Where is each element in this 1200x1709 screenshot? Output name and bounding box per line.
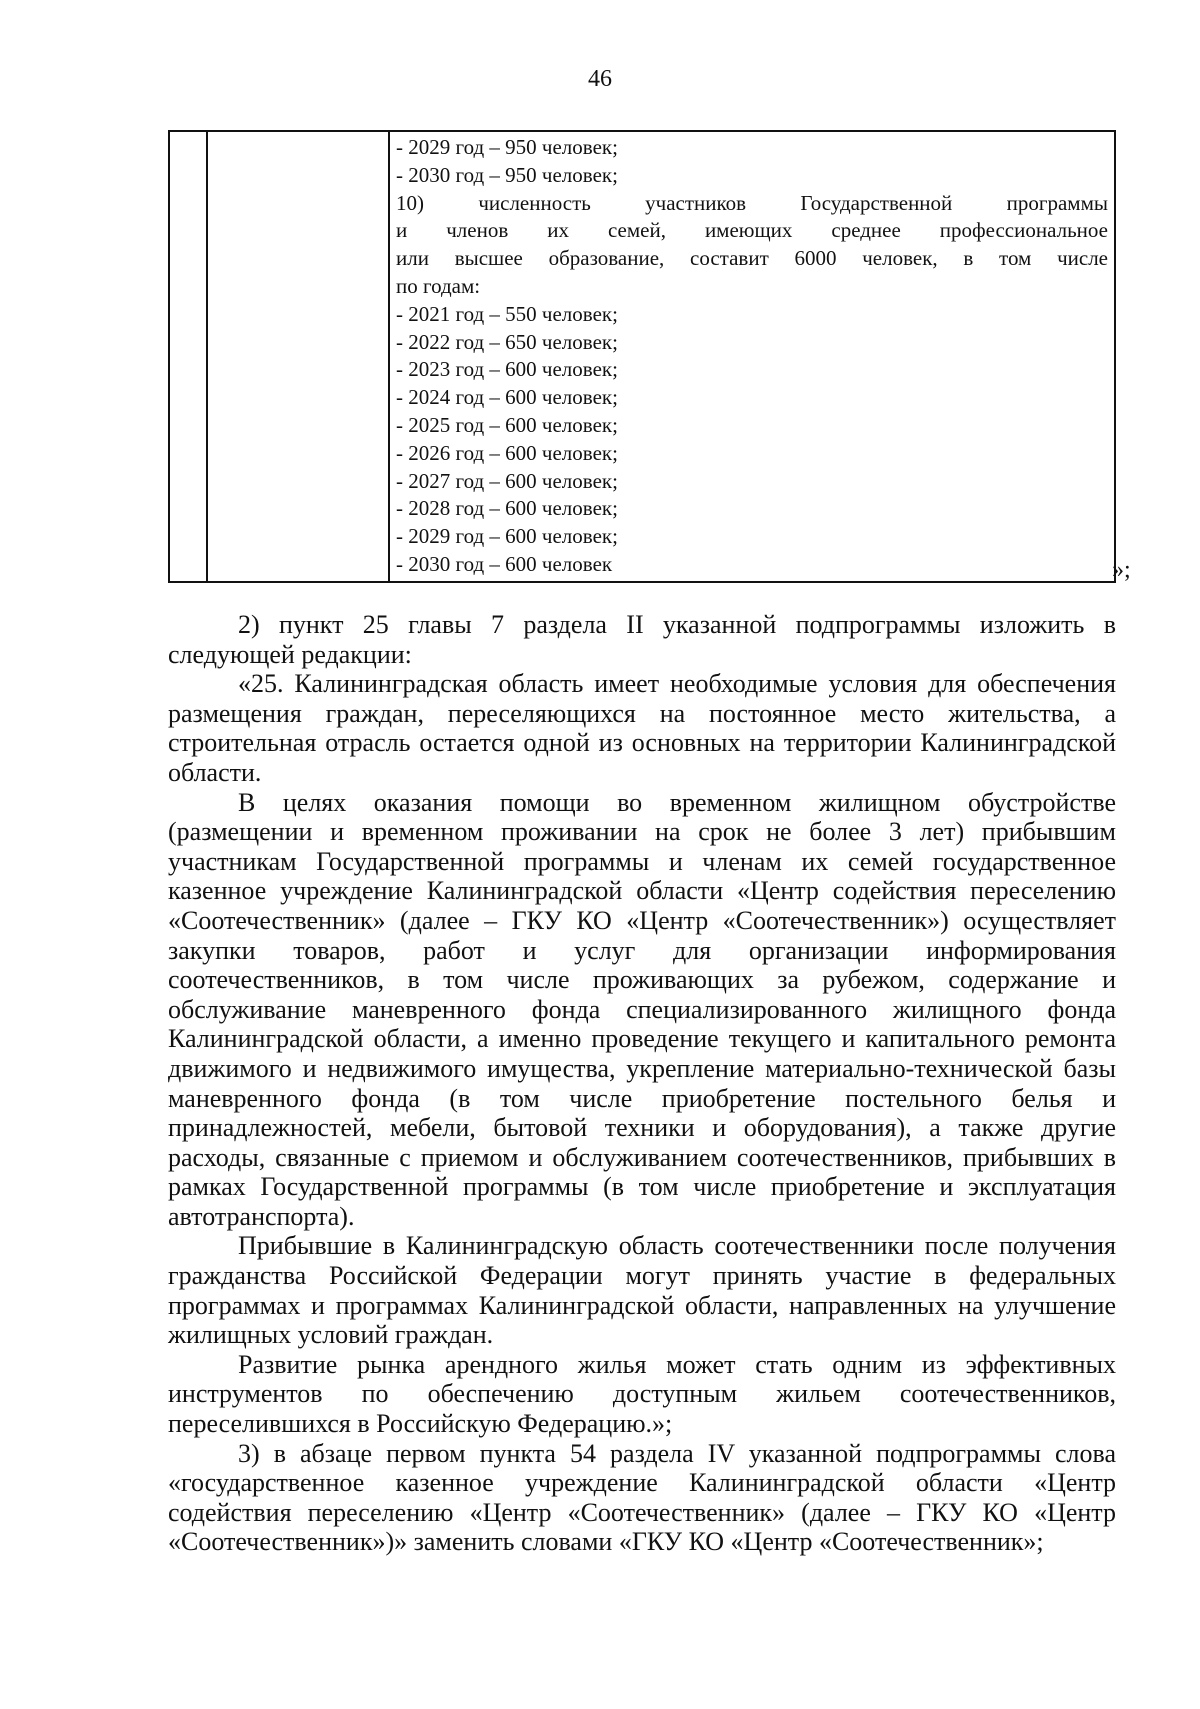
year-line: - 2025 год – 600 человек; (396, 412, 618, 437)
table-line: - 2029 год – 950 человек; (396, 135, 618, 159)
paragraph: В целях оказания помощи во временном жилищном обустройстве (размещении и временном проживании на срок не более 3 лет) прибывшим участникам Государственной программы и членам их семей государственное казенное учреждение Калининградской области «Центр содействия переселению «Соотечественник» (далее – ГКУ КО «Центр «Соотечественник») осуществляет закупки товаров, работ и услуг для организации информирования соотечественников, в том числе проживающих за рубежом, содержание и обслуживание маневренного фонда специализированного жилищного фонда Калининградской области, а именно проведение текущего и капитального ремонта движимого и недвижимого имущества, укрепление материально-технической базы маневренного фонда (в том числе приобретение постельного белья и принадлежностей, мебели, бытовой техники и оборудования), а также другие расходы, связанные с приемом и обслуживанием соотечественников, прибывших в рамках Государственной программы (в том числе приобретение и эксплуатация автотранспорта). (168, 787, 1116, 1231)
paragraph: Развитие рынка арендного жилья может стать одним из эффективных инструментов по обеспечению доступным жильем соотечественников, переселившихся в Российскую Федерацию.»; (168, 1349, 1116, 1439)
closing-quote-mark: »; (1112, 557, 1131, 583)
item10-line: по годам: (396, 273, 481, 298)
paragraph: 3) в абзаце первом пункта 54 раздела IV указанной подпрограммы слова «государственное казенное учреждение Калининградской области «Центр содействия переселению «Центр «Соотечественник» (далее – ГКУ КО «Центр «Соотечественник»)» заменить словами «ГКУ КО «Центр «Соотечественник»; (168, 1438, 1116, 1557)
table-row (169, 131, 1115, 582)
table-cell-number (169, 131, 207, 582)
table-cell-label (207, 131, 389, 582)
year-line: - 2024 год – 600 человек; (396, 385, 618, 410)
year-line: - 2026 год – 600 человек; (396, 440, 618, 465)
year-line: - 2030 год – 600 человек (396, 551, 613, 576)
paragraph: «25. Калининградская область имеет необходимые условия для обеспечения размещения граждан, переселяющихся на постоянное место жительства, а строительная отрасль остается одной из основных на территории Калининградской области. (168, 669, 1116, 787)
table-line: - 2030 год – 950 человек; (396, 162, 618, 187)
year-line: - 2029 год – 600 человек; (396, 524, 618, 549)
item10-line: или высшее образование, составит 6000 человек, в том числе (396, 246, 1108, 271)
year-line: - 2021 год – 550 человек; (396, 301, 618, 326)
year-line: - 2028 год – 600 человек; (396, 496, 618, 521)
program-indicators-table (168, 130, 1116, 583)
item10-line: и членов их семей, имеющих среднее профессиональное (396, 218, 1108, 243)
year-line: - 2022 год – 650 человек; (396, 329, 618, 354)
document-body (168, 610, 1116, 1557)
paragraph: Прибывшие в Калининградскую область соотечественники после получения гражданства Российской Федерации могут принять участие в федеральных программах и программах Калининградской области, направленных на улучшение жилищных условий граждан. (168, 1231, 1116, 1350)
item10-line: 10) численность участников Государственной программы (396, 190, 1108, 215)
page-number: 46 (588, 66, 612, 92)
year-line: - 2027 год – 600 человек; (396, 468, 618, 493)
paragraph: 2) пункт 25 главы 7 раздела II указанной подпрограммы изложить в следующей редакции: (168, 610, 1116, 669)
table-cell-content (389, 131, 1115, 582)
year-line: - 2023 год – 600 человек; (396, 357, 618, 382)
